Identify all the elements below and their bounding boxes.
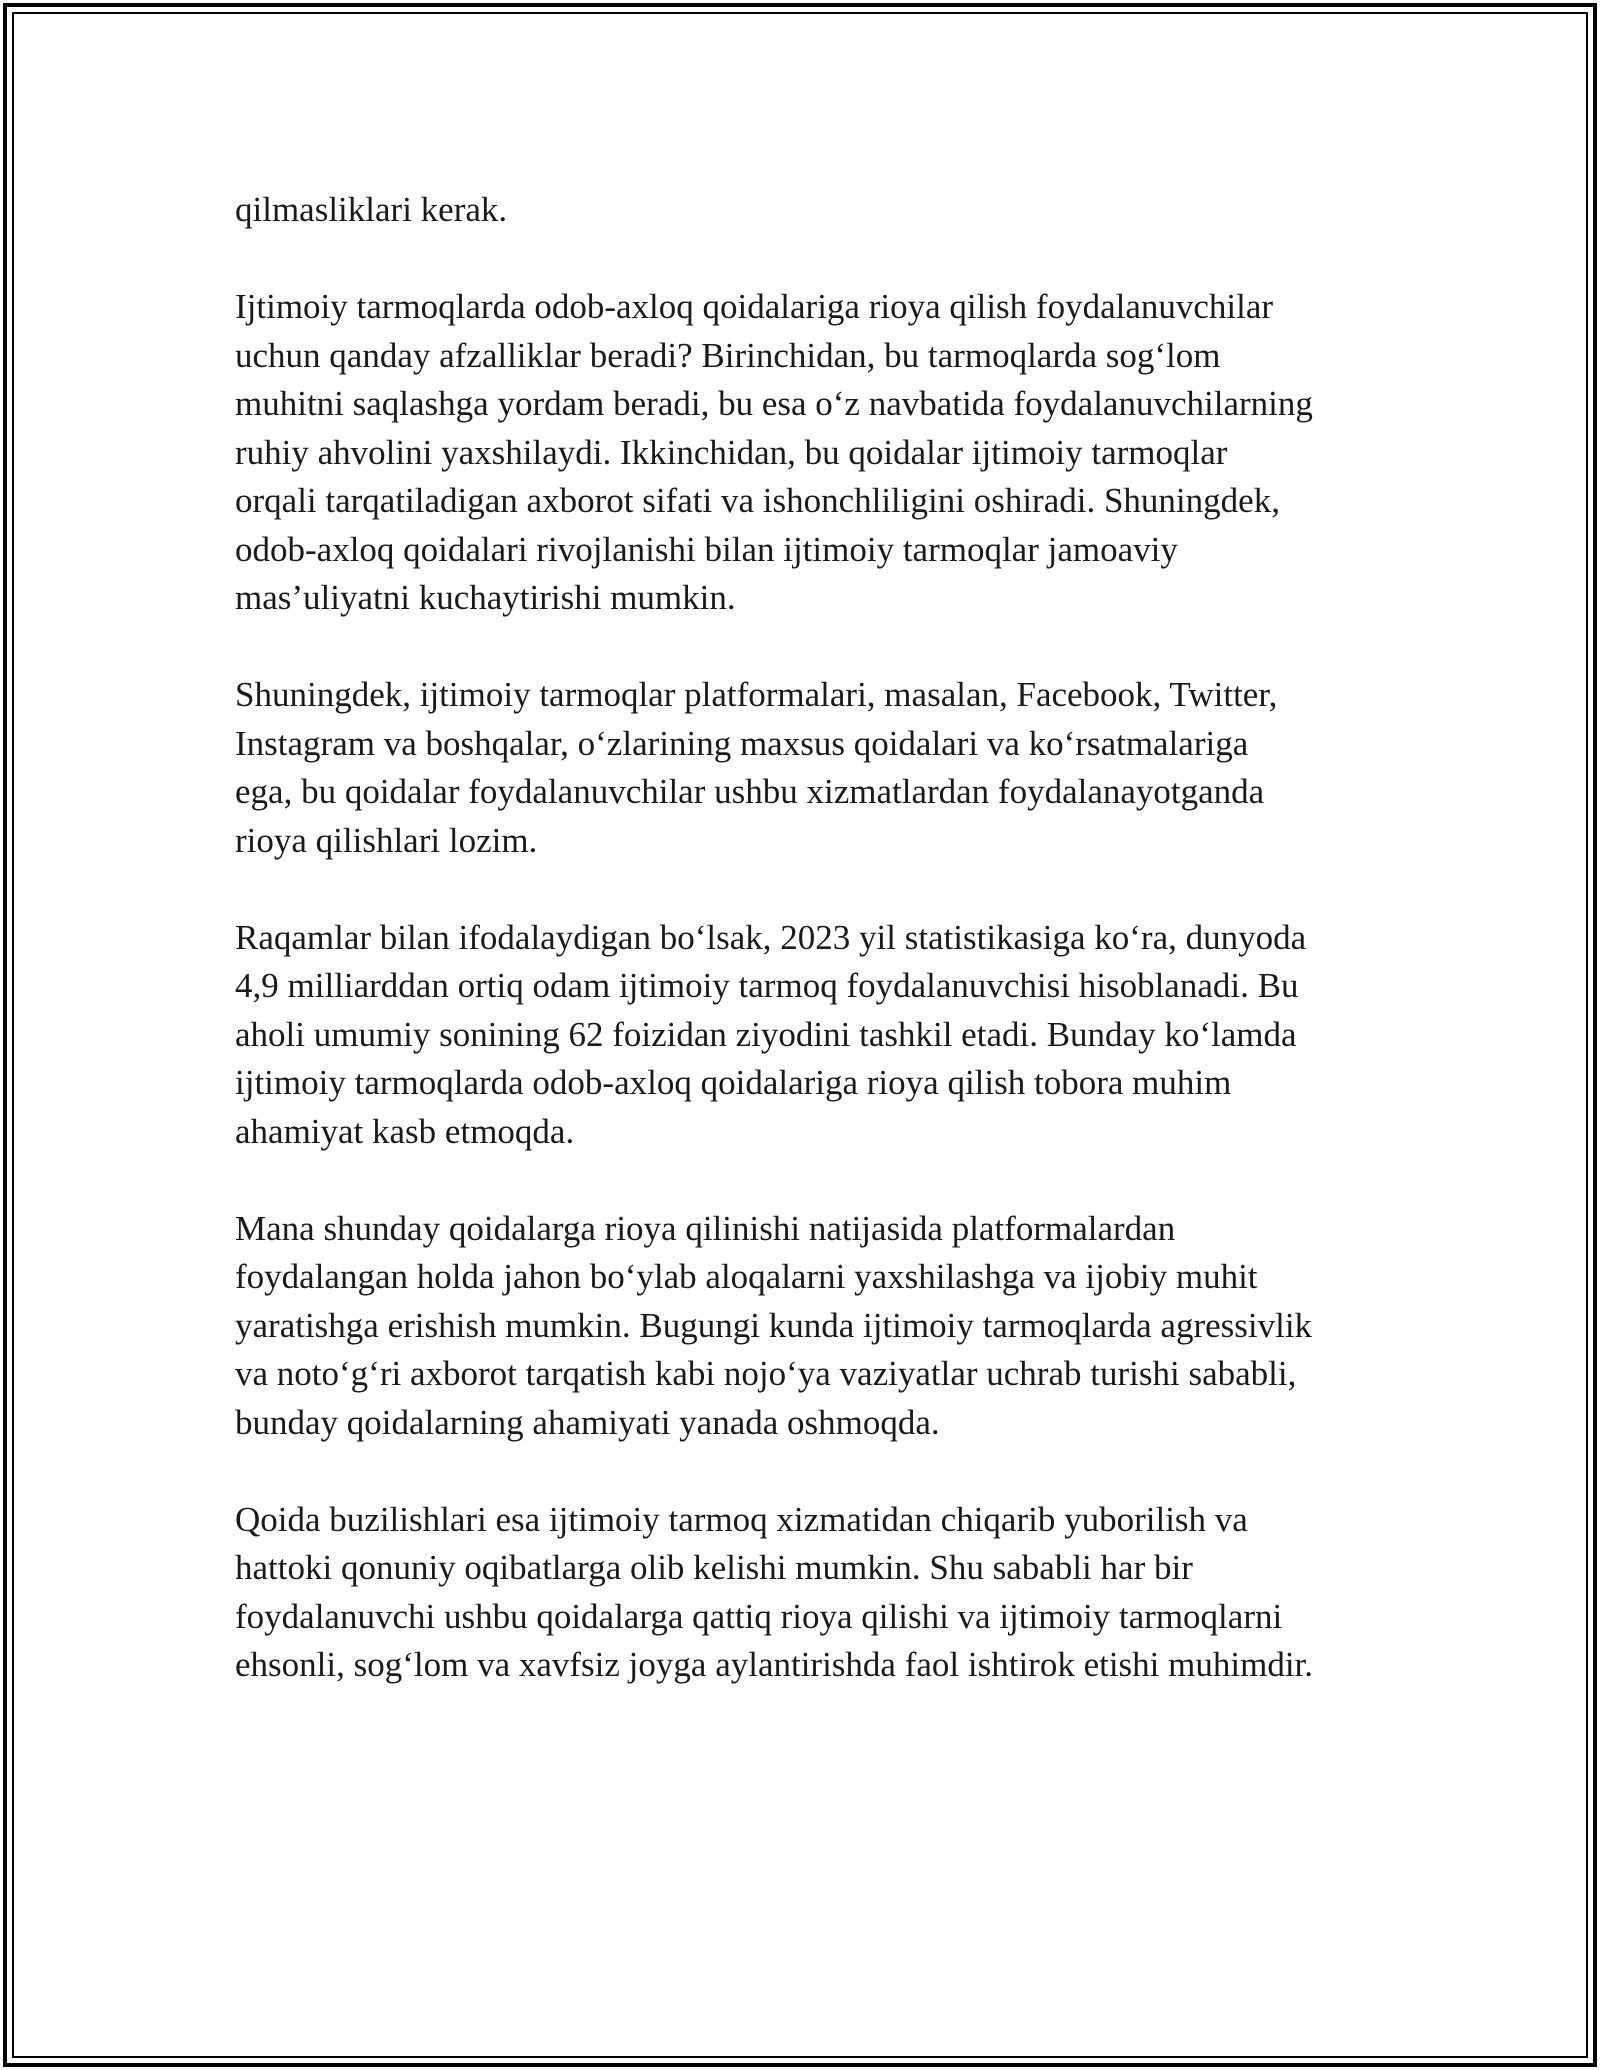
paragraph-platform-rules: Shuningdek, ijtimoiy tarmoqlar platformalari, masalan, Facebook, Twitter, Instagram va boshqalar, o‘zlarining maxsus qoidalari va ko‘rsatmalariga ega, bu qoidalar foydalanuvchilar ushbu xizmatlardan foydalanayotganda rioya qilishlari lozim. xyxy=(235,675,1278,860)
paragraph-positive-environment: Mana shunday qoidalarga rioya qilinishi natijasida platformalardan foydalangan holda jahon bo‘ylab aloqalarni yaxshilashga va ijobiy muhit yaratishga erishish mumkin. Bugungi kunda ijtimoiy tarmoqlarda agressivlik va noto‘g‘ri axborot tarqatish kabi nojo‘ya vaziyatlar uchrab turishi sababli, bunday qoidalarning ahamiyati yanada oshmoqda. xyxy=(235,1208,1313,1442)
paragraph-benefits: Ijtimoiy tarmoqlarda odob-axloq qoidalariga rioya qilish foydalanuvchilar uchun qanday afzalliklar beradi? Birinchidan, bu tarmoqlarda sog‘lom muhitni saqlashga yordam beradi, bu esa o‘z navbatida foydalanuvchilarning ruhiy ahvolini yaxshilaydi. Ikkinchidan, bu qoidalar ijtimoiy tarmoqlar orqali tarqatiladigan axborot sifati va ishonchliligini oshiradi. Shuningdek, odob-axloq qoidalari rivojlanishi bilan ijtimoiy tarmoqlar jamoaviy mas’uliyatni kuchaytirishi mumkin. xyxy=(235,287,1313,617)
paragraph-violations: Qoida buzilishlari esa ijtimoiy tarmoq xizmatidan chiqarib yuborilish va hattoki qonuniy oqibatlarga olib kelishi mumkin. Shu sababli har bir foydalanuvchi ushbu qoidalarga qattiq rioya qilishi va ijtimoiy tarmoqlarni ehsonli, sog‘lom va xavfsiz joyga aylantirishda faol ishtirok etishi muhimdir. xyxy=(235,1499,1314,1684)
paragraph-statistics: Raqamlar bilan ifodalaydigan bo‘lsak, 2023 yil statistikasiga ko‘ra, dunyoda 4,9 milliarddan ortiq odam ijtimoiy tarmoq foydalanuvchisi hisoblanadi. Bu aholi umumiy sonining 62 foizidan ziyodini tashkil etadi. Bunday ko‘lamda ijtimoiy tarmoqlarda odob-axloq qoidalariga rioya qilish tobora muhim ahamiyat kasb etmoqda. xyxy=(235,917,1307,1151)
paragraph-continuation: qilmasliklari kerak. xyxy=(235,190,508,229)
document-body xyxy=(235,186,1415,1738)
